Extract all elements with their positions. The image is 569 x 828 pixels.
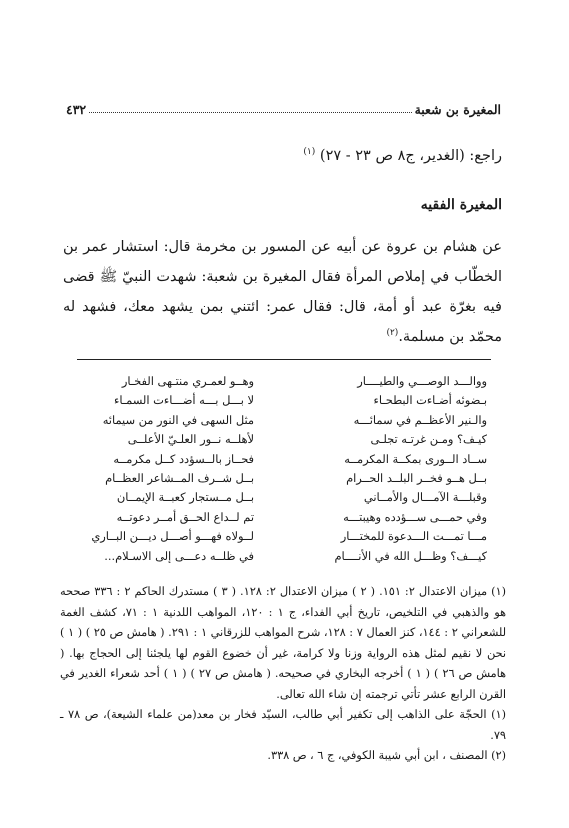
footnotes-block — [60, 582, 506, 767]
verse-second-hemistich: لا بـــل بـــه أضـــاءت السمـاء — [113, 393, 254, 408]
footnote: (١) الحجّة على الذاهب إلى تكفير أبي طالب، السيّد فخار بن معد(من علماء الشيعة)، ص ٧٨ ـ ٧٩. — [60, 708, 506, 742]
verse-first-hemistich: والـنير الأعظــم في سمائـــه — [353, 412, 487, 427]
footnote-marker: (١) — [303, 147, 316, 158]
verse-first-hemistich: كيـــف؟ وظـــل الله في الأنــــام — [334, 548, 487, 563]
verse-first-hemistich: وفي حمـــى ســـؤدده وهيبتـــه — [343, 509, 487, 524]
verse-second-hemistich: تم لــداع الحــق أمــر دعوتــه — [116, 509, 254, 524]
header-dotted-leader — [89, 112, 411, 113]
poem-block — [82, 372, 487, 566]
running-header — [66, 99, 501, 117]
verse-first-hemistich: مـــا تمـــت الـــدعوة للمختـــار — [340, 529, 487, 544]
verse-second-hemistich: لــولاه فهـــو أصـــل ديـــن البــاري — [91, 529, 254, 544]
reference-line — [60, 148, 502, 164]
poem-verse — [82, 430, 487, 449]
header-title: المغيرة بن شعبة — [414, 102, 501, 117]
footnote-marker: (٢) — [386, 328, 399, 339]
verse-first-hemistich: وقبلـــة الآمـــال والأمــاني — [363, 490, 487, 505]
poem-verse — [82, 372, 487, 391]
poem-verse — [82, 508, 487, 527]
poem-verse — [82, 411, 487, 430]
reference-text: راجع: (الغدير، ج٨ ص ٢٣ - ٢٧) — [319, 148, 502, 164]
verse-second-hemistich: فحــاز بالــسؤدد كــل مكرمــه — [113, 451, 254, 466]
verse-first-hemistich: كيـف؟ ومـن غرتـه تجلـى — [370, 432, 487, 447]
poem-verse — [82, 469, 487, 488]
poem-verse — [82, 488, 487, 507]
verse-first-hemistich: بـضوئه أضـاءت البطحـاء — [373, 393, 487, 408]
verse-second-hemistich: مثل السهى في النور من سيمائه — [102, 412, 254, 427]
verse-first-hemistich: ووالـــد الوصـــي والطيــــار — [357, 374, 487, 388]
verse-second-hemistich: بــل مــستجار كعبــة الإيمــان — [116, 490, 254, 505]
separator-rule — [77, 359, 491, 360]
verse-second-hemistich: في ظلــه دعـــى إلى الاسـلام... — [104, 548, 254, 563]
poem-verse — [82, 547, 487, 566]
verse-first-hemistich: بــل هــو فخــر البلــد الحــرام — [346, 470, 487, 485]
verse-second-hemistich: لأهلــه نــور العلـيّ الأعلــى — [127, 432, 254, 447]
verse-first-hemistich: ســاد الــورى بمكــة المكرمــه — [344, 451, 487, 466]
footnote: (٢) المصنف ، ابن أبي شيبة الكوفي، ج ٦ ، ص ٣٣٨. — [267, 749, 506, 762]
footnote: (١) ميزان الاعتدال ٢: ١٥١. ( ٢ ) ميزان الاعتدال ٢: ١٢٨. ( ٣ ) مستدرك الحاكم ٢ : ٣٣٦ صححه هو والذهبي في التلخيص، تاريخ أبي الفداء، ج ١ : ١٢٠، المواهب اللدنية ١ : ٧١، كشف الغمة للشعراني ٢ : ١٤٤، كنز العمال ٧ : ١٢٨، شرح المواهب للزرقاني ١ : ٢٩١. ( هامش ص ٢٥ ) ( ١ ) نحن لا نقيم لمثل هذه الرواية وزنا ولا كرامة، غير أن خضوع القوم لها يلجئنا إلى الحجاج بها. ( هامش ص ٢٦ ) ( ١ ) أخرجه البخاري في صحيحه. ( هامش ص ٢٧ ) ( ١ ) أحد شعراء الغدير في القرن الرابع عشر تأتي ترجمته إن شاء الله تعالى. — [60, 585, 507, 701]
poem-verse — [82, 391, 487, 410]
body-text: عن هشام بن عروة عن أبيه عن المسور بن مخرمة قال: استشار عمر بن الخطّاب في إملاص المرأة فقال المغيرة بن شعبة: شهدت النبيّ ﷺ قضى فيه بغرّة عبد أو أمة، قال: فقال عمر: ائتني بمن يشهد معك، فشهد له محمّد بن مسلمة. — [63, 239, 502, 345]
poem-verse — [82, 527, 487, 546]
body-paragraph — [63, 232, 502, 352]
verse-second-hemistich: بــل شــرف المــشاعر العظــام — [105, 470, 254, 485]
page-number: ٤٣٢ — [66, 102, 87, 117]
verse-second-hemistich: وهــو لعمـري منتـهى الفخـار — [121, 374, 254, 388]
section-heading: المغيرة الفقيه — [420, 197, 502, 213]
poem-verse — [82, 450, 487, 469]
